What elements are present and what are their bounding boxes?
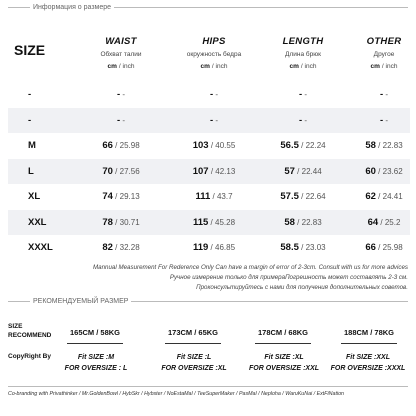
brand-list: Co-branding with Privathinker / Mr.GoldenBowl / HybSkr / Hybster / NoEstaMal / TeeSuperMaker / PasMal / Neploha / WaruKuNai / ExtFiNation	[8, 391, 344, 397]
table-row	[8, 235, 410, 261]
cell-waist: 70 / 27.56	[102, 165, 140, 177]
size-header: SIZE	[14, 42, 46, 58]
note-english: Mannual Measurement For Rederence Only Can have a margin of error of 2-3cm. Consult with us for more advices	[92, 264, 408, 271]
brand-divider	[8, 386, 408, 387]
column-title: LENGTH	[282, 36, 324, 47]
cell-waist: 66 / 25.98	[102, 140, 140, 152]
cell-hips: - -	[209, 114, 219, 126]
column-other	[339, 36, 416, 70]
fit-recommendation: Fit SIZE :XXL FOR OVERSIZE :XXXL	[330, 354, 406, 372]
fit-row	[8, 352, 410, 376]
recommend-value: 178CM / 68KG	[248, 328, 318, 346]
cell-length: - -	[298, 89, 308, 101]
cell-waist: 82 / 32.28	[102, 242, 140, 254]
cell-hips: 103 / 40.55	[192, 140, 236, 152]
cell-hips: 115 / 45.28	[192, 216, 236, 228]
cell-waist: - -	[116, 114, 126, 126]
column-title: HIPS	[202, 36, 226, 47]
cell-hips: 111 / 43.7	[195, 191, 233, 203]
table-row	[8, 133, 410, 159]
cell-length: 57.5 / 22.64	[280, 191, 326, 203]
row-size: -	[28, 114, 32, 126]
table-row	[8, 184, 410, 210]
column-unit: cm / inch	[289, 63, 317, 70]
table-row	[8, 108, 410, 134]
row-size: M	[28, 140, 36, 152]
recommend-label: SIZE RECOMMEND	[8, 323, 52, 339]
column-subtitle: Длина брюк	[285, 51, 321, 58]
column-waist	[76, 36, 166, 70]
note-russian-2: Проконсультируйтесь с нами для получения дополнительных советов.	[196, 284, 408, 291]
column-subtitle: Обхват талии	[100, 51, 142, 58]
table-header	[0, 30, 416, 76]
fit-recommendation: Fit SIZE :M FOR OVERSIZE : L	[64, 354, 128, 372]
recommend-title-bar	[8, 295, 408, 307]
table-row	[8, 210, 410, 236]
column-unit: cm / inch	[200, 63, 228, 70]
cell-other: 62 / 24.41	[365, 191, 403, 203]
cell-other: 60 / 23.62	[365, 165, 403, 177]
fit-recommendation: Fit SIZE :XL FOR OVERSIZE :XXL	[248, 354, 320, 372]
cell-waist: 74 / 29.13	[102, 191, 140, 203]
row-size: -	[28, 89, 32, 101]
cell-hips: 107 / 42.13	[192, 165, 236, 177]
table-row	[8, 82, 410, 108]
column-subtitle: Другое	[373, 51, 395, 58]
cell-length: 56.5 / 22.24	[280, 140, 326, 152]
recommend-row	[8, 322, 410, 344]
row-size: L	[28, 165, 34, 177]
column-title: OTHER	[366, 36, 402, 47]
size-table	[8, 82, 410, 261]
cell-length: 58.5 / 23.03	[280, 242, 326, 254]
cell-waist: 78 / 30.71	[102, 216, 140, 228]
size-info-title: Информация о размере	[33, 3, 112, 11]
row-size: XL	[28, 191, 41, 203]
column-unit: cm / inch	[370, 63, 398, 70]
cell-waist: - -	[116, 89, 126, 101]
column-subtitle: окружность бедра	[186, 51, 242, 58]
cell-other: - -	[379, 114, 389, 126]
column-title: WAIST	[105, 36, 137, 47]
cell-other: 58 / 22.83	[365, 140, 403, 152]
row-size: XXL	[28, 216, 47, 228]
recommend-value: 188CM / 78KG	[334, 328, 404, 346]
size-info-title-bar	[8, 1, 408, 13]
copyright-label: CopyRight By	[8, 353, 51, 360]
table-row	[8, 159, 410, 185]
column-unit: cm / inch	[107, 63, 135, 70]
cell-length: - -	[298, 114, 308, 126]
row-size: XXXL	[28, 242, 53, 254]
column-length	[258, 36, 348, 70]
recommend-value: 165CM / 58KG	[60, 328, 130, 346]
recommend-title: РЕКОМЕНДУЕМЫЙ РАЗМЕР	[33, 297, 129, 305]
recommend-value: 173CM / 65KG	[158, 328, 228, 346]
column-hips	[169, 36, 259, 70]
cell-hips: 119 / 46.85	[192, 242, 236, 254]
cell-hips: - -	[209, 89, 219, 101]
cell-other: - -	[379, 89, 389, 101]
cell-length: 58 / 22.83	[284, 216, 322, 228]
fit-recommendation: Fit SIZE :L FOR OVERSIZE :XL	[161, 354, 227, 372]
cell-length: 57 / 22.44	[284, 165, 322, 177]
cell-other: 64 / 25.2	[367, 216, 401, 228]
note-russian-1: Ручное измерение только для примераПогрешность может составлять 2-3 см.	[169, 274, 408, 281]
cell-other: 66 / 25.98	[365, 242, 403, 254]
